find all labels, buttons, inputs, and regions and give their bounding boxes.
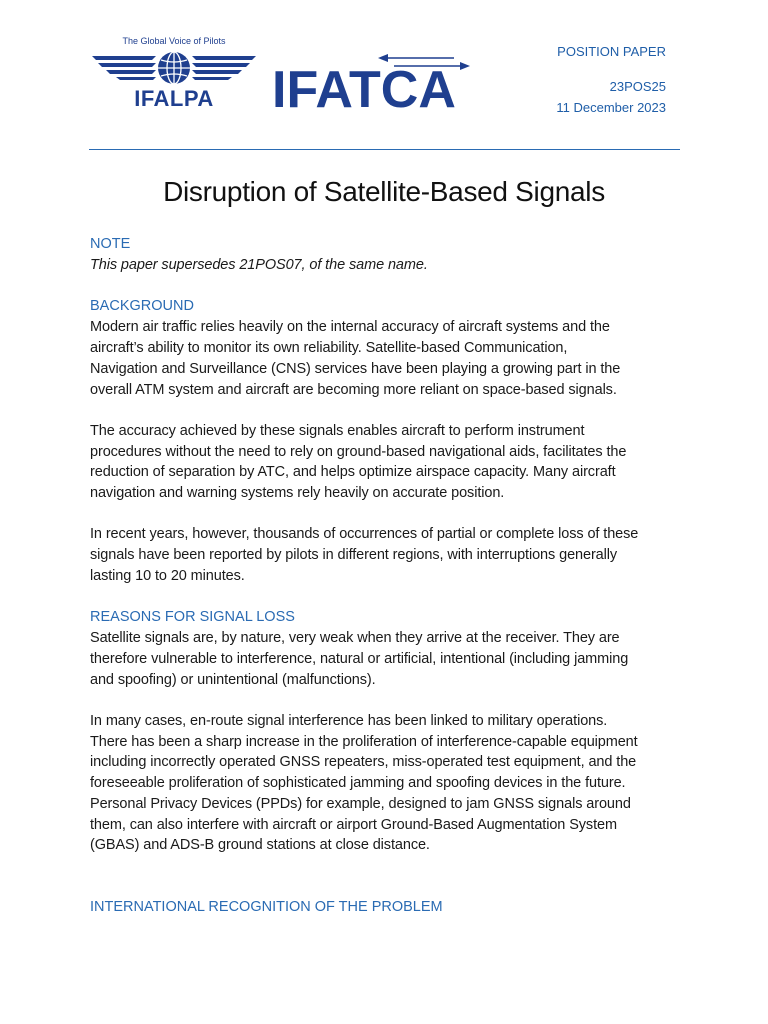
text-line: overall ATM system and aircraft are becoming more reliant on space-based signals. [90,381,617,398]
text-line: and spoofing) or unintentional (malfunctions). [90,671,376,688]
text-line: Navigation and Surveillance (CNS) services have been playing a growing part in the [90,360,621,377]
background-paragraph-2 [90,421,670,504]
text-line: (GBAS) and ADS-B ground stations at close distance. [90,837,430,854]
text-line: signals have been reported by pilots in different regions, with interruptions generally [90,547,618,564]
reasons-heading: REASONS FOR SIGNAL LOSS [90,609,295,626]
text-line: There has been a sharp increase in the proliferation of interference-capable equipment [90,733,638,750]
text-line: The accuracy achieved by these signals enables aircraft to perform instrument [90,422,585,439]
text-line: In recent years, however, thousands of occurrences of partial or complete loss of these [90,526,639,543]
doc-date: 11 December 2023 [556,100,666,115]
ifatca-wordmark: IFATCA [272,61,456,119]
doc-number: 23POS25 [609,79,666,94]
ifatca-logo [272,48,472,119]
ifalpa-tagline: The Global Voice of Pilots [122,36,226,46]
text-line: navigation and warning systems rely heavily on accurate position. [90,485,505,501]
text-line: lasting 10 to 20 minutes. [90,567,245,584]
ifalpa-logo [90,36,258,112]
note-text: This paper supersedes 21POS07, of the same name. [90,257,428,273]
text-line: foreseeable proliferation of sophisticated jamming and spoofing devices in the future. [90,775,626,792]
international-heading: INTERNATIONAL RECOGNITION OF THE PROBLEM [90,898,443,915]
text-line: therefore vulnerable to interference, natural or artificial, intentional (including jamming [90,650,629,667]
text-line: reduction of separation by ATC, and helps optimize airspace capacity. Many aircraft [90,464,616,481]
background-paragraph-1 [90,317,670,400]
text-line: Satellite signals are, by nature, very weak when they arrive at the receiver. They are [90,630,620,647]
text-line: Personal Privacy Devices (PPDs) for example, designed to jam GNSS signals around [90,795,631,812]
text-line: In many cases, en-route signal interference has been linked to military operations. [90,712,608,729]
doc-type-label: POSITION PAPER [557,44,666,59]
note-heading: NOTE [90,236,131,252]
text-line: procedures without the need to rely on ground-based navigational aids, facilitates the [90,443,627,460]
text-line: aircraft’s ability to monitor its own reliability. Satellite-based Communication, [90,340,568,357]
header-divider [89,149,680,150]
page-title: Disruption of Satellite-Based Signals [163,176,605,207]
text-line: Modern air traffic relies heavily on the internal accuracy of aircraft systems and the [90,319,610,336]
reasons-paragraph-2 [90,711,670,856]
background-paragraph-3 [90,524,670,586]
ifalpa-wings-icon [90,48,258,86]
background-heading: BACKGROUND [90,298,194,315]
reasons-paragraph-1 [90,628,670,690]
ifalpa-wordmark: IFALPA [134,86,214,111]
text-line: them, can also interfere with aircraft or airport Ground-Based Augmentation System [90,816,617,833]
document-body [90,234,670,918]
text-line: including incorrectly operated GNSS repeaters, miss-operated test equipment, and the [90,754,637,771]
document-meta [556,41,666,118]
